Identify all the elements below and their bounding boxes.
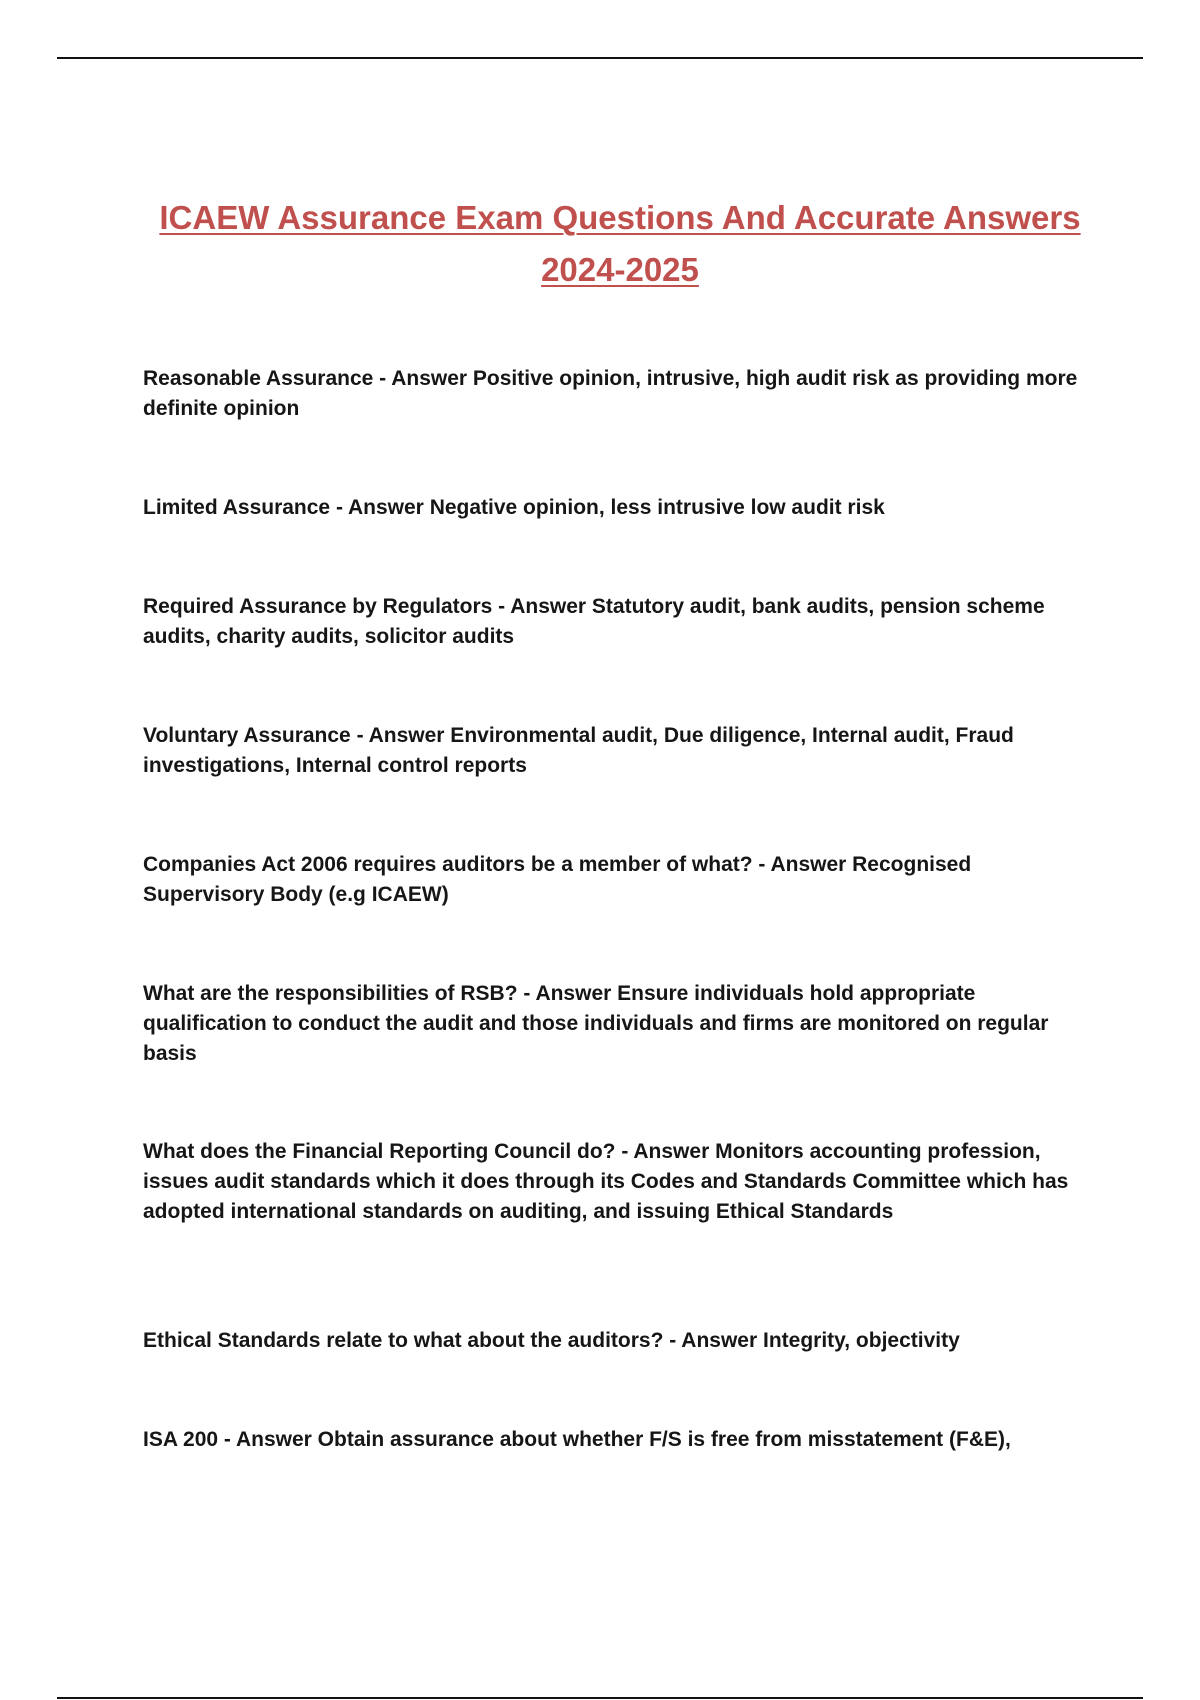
qa-item-rsb-responsibilities: What are the responsibilities of RSB? - Answer Ensure individuals hold appropriate qualification to conduct the audit and those individuals and firms are monitored on regular basis — [143, 982, 1049, 1065]
qa-item-isa-200: ISA 200 - Answer Obtain assurance about whether F/S is free from misstatement (F&E), — [143, 1428, 1011, 1451]
qa-item-voluntary-assurance: Voluntary Assurance - Answer Environmental audit, Due diligence, Internal audit, Fraud investigations, Internal control reports — [143, 724, 1014, 777]
footer-rule — [57, 1697, 1143, 1699]
qa-item-frc: What does the Financial Reporting Council do? - Answer Monitors accounting profession, issues audit standards which it does through its Codes and Standards Committee which has adopted international standards on auditing, and issuing Ethical Standards — [143, 1140, 1069, 1223]
qa-item-companies-act: Companies Act 2006 requires auditors be a member of what? - Answer Recognised Supervisory Body (e.g ICAEW) — [143, 853, 972, 906]
header-rule — [57, 57, 1143, 59]
qa-item-reasonable-assurance: Reasonable Assurance - Answer Positive opinion, intrusive, high audit risk as providing more definite opinion — [143, 367, 1078, 420]
qa-item-ethical-standards: Ethical Standards relate to what about the auditors? - Answer Integrity, objectivity — [143, 1329, 960, 1352]
document-title: ICAEW Assurance Exam Questions And Accurate Answers 2024-2025 — [159, 199, 1081, 288]
qa-item-limited-assurance: Limited Assurance - Answer Negative opinion, less intrusive low audit risk — [143, 496, 885, 519]
qa-item-required-assurance: Required Assurance by Regulators - Answer Statutory audit, bank audits, pension scheme audits, charity audits, solicitor audits — [143, 595, 1045, 648]
